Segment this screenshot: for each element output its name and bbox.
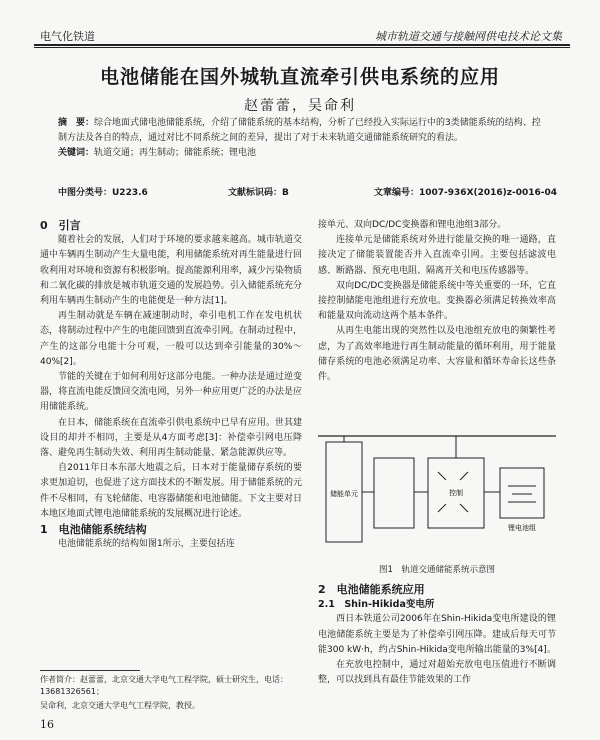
paragraph: 接单元、双向DC/DC变换器和锂电池组3部分。 — [318, 220, 507, 230]
left-column — [40, 218, 302, 552]
abstract-block — [58, 116, 548, 161]
keywords — [58, 146, 548, 161]
right-column-bottom — [318, 582, 556, 688]
paragraph: 电池储能系统的结构如图1所示，主要包括连 — [58, 539, 235, 550]
header-rule-thin — [34, 47, 570, 48]
battery-cells — [508, 486, 536, 502]
header-journal: 电气化铁道 — [40, 30, 95, 43]
paragraph: 节能的关键在于如何利用好这部分电能。一种办法是通过逆变器，将直流电能反馈回交流电网，另外一种应用更广泛的办法是应用储能系统。 — [40, 372, 302, 413]
header-collection: 城市轨道交通与接触网供电技术论文集 — [375, 30, 562, 43]
battery-box — [500, 468, 544, 518]
abstract — [58, 116, 548, 146]
label-control: 控制 — [449, 489, 463, 497]
paragraph: 在充放电控制中，通过对超始充放电电压值进行不断调整，可以找到具有最佳节能效果的工作 — [318, 660, 556, 686]
label-battery: 锂电池组 — [508, 524, 536, 532]
label-storage-unit: 储能单元 — [330, 490, 358, 498]
converter-box — [374, 458, 414, 528]
keywords-text: 轨道交通；再生制动；储能系统；锂电池 — [94, 148, 257, 158]
footnote-rule — [40, 670, 140, 671]
figure-caption: 图1 轨道交通储能系统示意图 — [379, 565, 495, 575]
abstract-text: 综合地面式储电池储能系统，介绍了储能系统的基本结构，分析了已经投入实际运行中的3类储能系统的结构、控制方法及各自的特点，通过对比不同系统之间的差异，提出了对于未来轨道交通储能系统研究的看法。 — [58, 118, 541, 143]
footnote-author-2: 吴命利，北京交通大学电气工程学院，教授。 — [40, 701, 200, 710]
section-heading-application: 2 电池储能系统应用 — [318, 583, 425, 596]
article-number: 文章编号：1007-936X(2016)z-0016-04 — [374, 188, 558, 198]
footnote-author-1: 作者简介：赵蕾蕾，北京交通大学电气工程学院，硕士研究生，电话：13681326561； — [40, 675, 288, 696]
paragraph: 西日本铁道公司2006年在Shin-Hikida变电所建设的锂电池储能系统主要是为了补偿牵引网压降。建成后每天可节能300 kW·h，约占Shin-Hikida变电所输出能量的3%[4]。 — [318, 614, 556, 655]
section-heading-structure: 1 电池储能系统结构 — [40, 523, 147, 537]
paragraph: 随着社会的发展，人们对于环境的要求越来越高。城市轨道交通中车辆再生制动产生大量电能，利用储能系统对再生能量进行回收利用对环境和资源有积极影响。提高能源利用率，减少污染物质和二氧化碳的排放是城市轨道交通的发展趋势。引入储能系统充分利用车辆再生制动产生的电能便是一种方法[1]。 — [40, 235, 302, 307]
paragraph: 从再生电能出现的突然性以及电池组充放电的频繁性考虑，为了高效率地进行再生制动能量的循环利用，用于能量储存系统的电池必须满足功率、大容量和循环寿命长这些条件。 — [318, 326, 556, 383]
paragraph: 在日本，储能系统在直流牵引供电系统中已早有应用。世其建设目的却并不相同，主要是从4方面考虑[3]：补偿牵引网电压降落、避免再生制动失效、利用再生制动能量、紧急能源供应等。 — [40, 417, 302, 459]
abstract-label: 摘 要： — [58, 118, 95, 128]
figure-1-diagram — [318, 428, 556, 556]
paper-title: 电池储能在国外城轨直流牵引供电系统的应用 — [99, 66, 500, 88]
clc-number: 中图分类号：U223.6 — [58, 188, 148, 198]
header-rule — [34, 44, 570, 46]
page-number: 16 — [40, 718, 54, 731]
doc-code: 文献标识码：B — [228, 188, 289, 198]
page-header — [0, 0, 600, 50]
paper-authors: 赵蕾蕾，吴命利 — [244, 98, 356, 114]
subsection-heading-shin-hikida: 2.1 Shin-Hikida变电所 — [318, 599, 435, 611]
right-column-top — [318, 218, 556, 385]
keywords-label: 关键词： — [58, 148, 95, 158]
paragraph: 再生制动就是车辆在减速制动时，牵引电机工作在发电机状态，将制动过程中产生的电能回馈到直流牵引网。在制动过程中，产生的这部分电能十分可观，一般可以达到牵引能量的30%～40%[2]。 — [40, 311, 302, 367]
paragraph: 自2011年日本东部大地震之后，日本对于能量储存系统的要求更加迫切，也促进了这方面技术的不断发展。用于储能系统的元件不尽相同，有飞轮储能、电容器储能和电池储能。下文主要对日本地区地面式锂电池储能系统的发展概况进行论述。 — [40, 463, 302, 519]
section-heading-intro: 0 引言 — [40, 219, 81, 232]
paragraph: 连接单元是储能系统对外进行能量交换的唯一通路，直接决定了储能装置能否并入直流牵引网。主要包括滤波电感、断路器、预充电电阻、隔离开关和电压传感器等。 — [318, 235, 556, 276]
paragraph: 双向DC/DC变换器是储能系统中等关重要的一环，它直接控制储能电池组进行充放电。变换器必须满足转换效率高和能量双向流动这两个基本条件。 — [318, 280, 556, 322]
